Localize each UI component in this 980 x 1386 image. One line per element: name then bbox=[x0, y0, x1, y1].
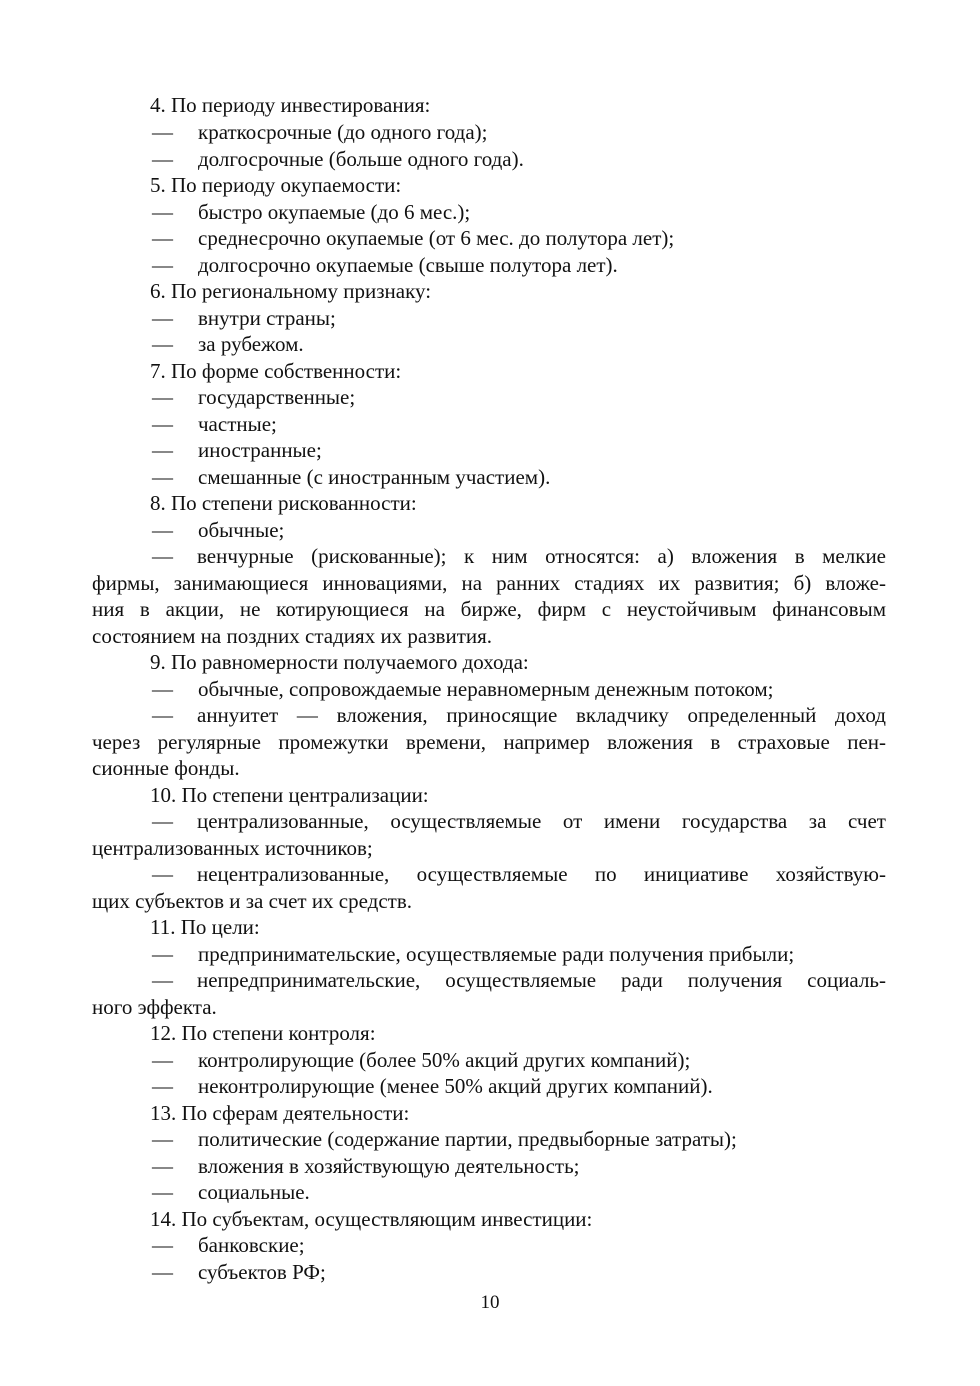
list-item-text: непредпринимательские, осуществляемые ради получения социаль- bbox=[197, 968, 886, 992]
paragraph-line: щих субъектов и за счет их средств. bbox=[92, 889, 413, 913]
dash-bullet: — bbox=[152, 200, 173, 224]
dash-bullet: — bbox=[152, 942, 173, 966]
list-item bbox=[92, 331, 886, 358]
dash-bullet: — bbox=[152, 1233, 173, 1257]
section-heading: 6. По региональному признаку: bbox=[150, 279, 432, 303]
list-item bbox=[92, 411, 886, 438]
list-item bbox=[92, 941, 886, 968]
dash-bullet: — bbox=[152, 1048, 173, 1072]
dash-bullet: — bbox=[152, 253, 173, 277]
list-item bbox=[92, 437, 886, 464]
list-item bbox=[92, 1179, 886, 1206]
list-item bbox=[92, 252, 886, 279]
list-item-text: неконтролирующие (менее 50% акций других компаний). bbox=[198, 1074, 713, 1098]
list-item bbox=[92, 199, 886, 226]
paragraph-line: фирмы, занимающиеся инновациями, на ранних стадиях их развития; б) вложе- bbox=[92, 571, 886, 595]
list-item-text: венчурные (рискованные); к ним относятся: а) вложения в мелкие bbox=[197, 544, 886, 568]
list-item-text: за рубежом. bbox=[198, 332, 304, 356]
list-item-text: обычные, сопровождаемые неравномерным денежным потоком; bbox=[198, 677, 774, 701]
list-item-text: контролирующие (более 50% акций других компаний); bbox=[198, 1048, 691, 1072]
dash-bullet: — bbox=[152, 544, 173, 568]
list-item bbox=[92, 464, 886, 491]
dash-bullet: — bbox=[152, 465, 173, 489]
list-item bbox=[92, 225, 886, 252]
paragraph-line: через регулярные промежутки времени, например вложения в страховые пен- bbox=[92, 730, 886, 754]
dash-bullet: — bbox=[152, 1180, 173, 1204]
list-item bbox=[92, 305, 886, 332]
list-item-text: долгосрочные (больше одного года). bbox=[198, 147, 524, 171]
list-item bbox=[92, 517, 886, 544]
list-item-text: частные; bbox=[198, 412, 277, 436]
list-item-text: среднесрочно окупаемые (от 6 мес. до полутора лет); bbox=[198, 226, 675, 250]
section-heading: 12. По степени контроля: bbox=[150, 1021, 376, 1045]
list-item-text: государственные; bbox=[198, 385, 356, 409]
paragraph-line: состоянием на поздних стадиях их развития. bbox=[92, 624, 493, 648]
dash-bullet: — bbox=[152, 968, 173, 992]
list-item-text: вложения в хозяйствующую деятельность; bbox=[198, 1154, 580, 1178]
list-item bbox=[92, 384, 886, 411]
section-heading: 9. По равномерности получаемого дохода: bbox=[150, 650, 529, 674]
list-item-text: субъектов РФ; bbox=[198, 1260, 326, 1284]
list-item bbox=[92, 676, 886, 703]
list-item-text: банковские; bbox=[198, 1233, 305, 1257]
dash-bullet: — bbox=[152, 809, 173, 833]
list-item-text: смешанные (с иностранным участием). bbox=[198, 465, 551, 489]
dash-bullet: — bbox=[152, 677, 173, 701]
dash-bullet: — bbox=[152, 332, 173, 356]
list-item-text: краткосрочные (до одного года); bbox=[198, 120, 488, 144]
dash-bullet: — bbox=[152, 703, 173, 727]
section-heading: 7. По форме собственности: bbox=[150, 359, 402, 383]
section-heading: 14. По субъектам, осуществляющим инвестиции: bbox=[150, 1207, 593, 1231]
section-heading: 11. По цели: bbox=[150, 915, 260, 939]
list-item-text: политические (содержание партии, предвыборные затраты); bbox=[198, 1127, 737, 1151]
list-item bbox=[92, 119, 886, 146]
dash-bullet: — bbox=[152, 1074, 173, 1098]
dash-bullet: — bbox=[152, 1127, 173, 1151]
list-item-text: социальные. bbox=[198, 1180, 310, 1204]
section-heading: 10. По степени централизации: bbox=[150, 783, 429, 807]
paragraph-line: ного эффекта. bbox=[92, 995, 217, 1019]
dash-bullet: — bbox=[152, 1260, 173, 1284]
list-item bbox=[92, 861, 886, 888]
list-item-text: иностранные; bbox=[198, 438, 322, 462]
dash-bullet: — bbox=[152, 518, 173, 542]
list-item bbox=[92, 808, 886, 835]
list-item bbox=[92, 1232, 886, 1259]
section-heading: 5. По периоду окупаемости: bbox=[150, 173, 402, 197]
list-item-text: централизованные, осуществляемые от имени государства за счет bbox=[197, 809, 886, 833]
list-item bbox=[92, 1153, 886, 1180]
paragraph-line: централизованных источников; bbox=[92, 836, 373, 860]
list-item bbox=[92, 1047, 886, 1074]
section-heading: 8. По степени рискованности: bbox=[150, 491, 417, 515]
list-item-text: предпринимательские, осуществляемые ради получения прибыли; bbox=[198, 942, 795, 966]
list-item-text: нецентрализованные, осуществляемые по инициативе хозяйствую- bbox=[197, 862, 886, 886]
dash-bullet: — bbox=[152, 385, 173, 409]
dash-bullet: — bbox=[152, 120, 173, 144]
paragraph-line: ния в акции, не котирующиеся на бирже, фирм с неустойчивым финансовым bbox=[92, 597, 886, 621]
list-item bbox=[92, 146, 886, 173]
dash-bullet: — bbox=[152, 226, 173, 250]
section-heading: 4. По периоду инвестирования: bbox=[150, 93, 431, 117]
dash-bullet: — bbox=[152, 147, 173, 171]
page-number: 10 bbox=[480, 1292, 500, 1313]
list-item-text: аннуитет — вложения, приносящие вкладчику определенный доход bbox=[197, 703, 886, 727]
list-item-text: долгосрочно окупаемые (свыше полутора лет). bbox=[198, 253, 618, 277]
list-item bbox=[92, 543, 886, 570]
list-item-text: внутри страны; bbox=[198, 306, 336, 330]
list-item bbox=[92, 702, 886, 729]
list-item bbox=[92, 1259, 886, 1286]
dash-bullet: — bbox=[152, 438, 173, 462]
list-item bbox=[92, 967, 886, 994]
dash-bullet: — bbox=[152, 862, 173, 886]
list-item-text: обычные; bbox=[198, 518, 285, 542]
list-item bbox=[92, 1126, 886, 1153]
dash-bullet: — bbox=[152, 306, 173, 330]
list-item bbox=[92, 1073, 886, 1100]
dash-bullet: — bbox=[152, 1154, 173, 1178]
dash-bullet: — bbox=[152, 412, 173, 436]
section-heading: 13. По сферам деятельности: bbox=[150, 1101, 410, 1125]
list-item-text: быстро окупаемые (до 6 мес.); bbox=[198, 200, 471, 224]
paragraph-line: сионные фонды. bbox=[92, 756, 240, 780]
